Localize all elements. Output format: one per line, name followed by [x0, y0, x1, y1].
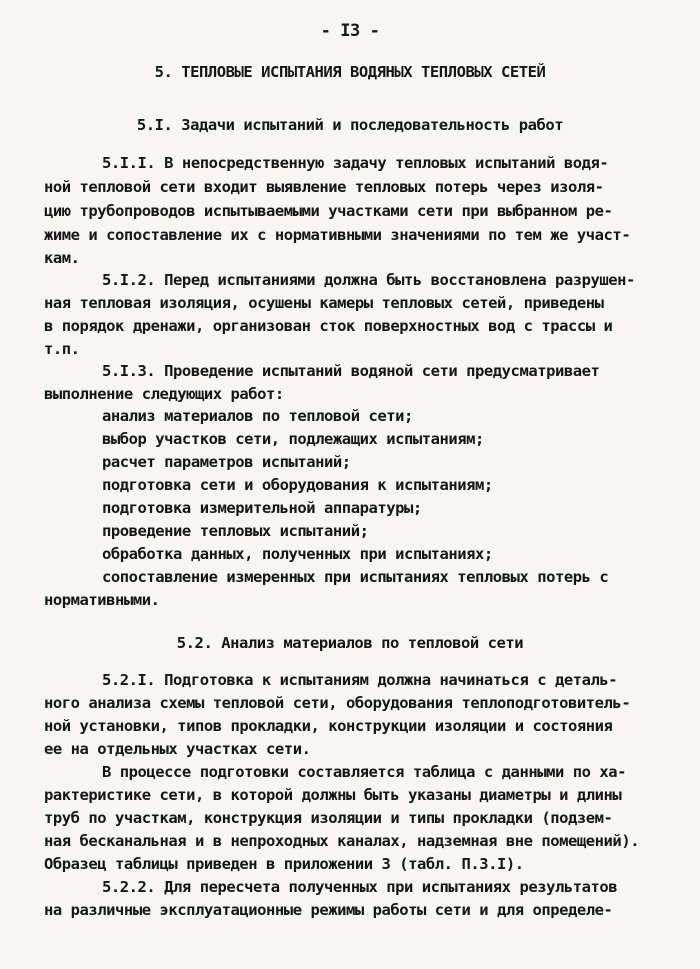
- paragraph-line: Образец таблицы приведен в приложении 3 (табл. П.3.I).: [44, 855, 524, 873]
- paragraph-line: труб по участкам, конструкция изоляции и типы прокладки (подзем-: [44, 809, 613, 827]
- paragraph-line: цию трубопроводов испытываемыми участками сети при выбранном ре-: [44, 202, 613, 220]
- paragraph-line: ее на отдельных участках сети.: [44, 740, 311, 758]
- paragraph-line: выполнение следующих работ:: [44, 385, 284, 403]
- paragraph-line: на различные эксплуатационные режимы работы сети и для определе-: [44, 901, 613, 919]
- list-tail: нормативными.: [44, 591, 160, 609]
- paragraph-line: ная бесканальная и в непроходных каналах, надземная вне помещений).: [44, 832, 640, 850]
- page-number: - I3 -: [320, 21, 380, 41]
- list-item: расчет параметров испытаний;: [102, 453, 351, 471]
- paragraph-line: 5.I.I. В непосредственную задачу тепловых испытаний водя-: [102, 154, 609, 172]
- list-item: сопоставление измеренных при испытаниях тепловых потерь с: [102, 568, 609, 586]
- list-item: проведение тепловых испытаний;: [102, 522, 369, 540]
- paragraph-line: жиме и сопоставление их с нормативными значениями по тем же участ-: [44, 226, 631, 244]
- list-item: обработка данных, полученных при испытаниях;: [102, 545, 493, 563]
- paragraph-line: 5.2.2. Для пересчета полученных при испытаниях результатов: [102, 878, 618, 896]
- list-item: выбор участков сети, подлежащих испытаниям;: [102, 430, 484, 448]
- section-title: 5. ТЕПЛОВЫЕ ИСПЫТАНИЯ ВОДЯНЫХ ТЕПЛОВЫХ СЕТЕЙ: [154, 63, 546, 81]
- paragraph-line: В процессе подготовки составляется таблица с данными по ха-: [102, 763, 627, 781]
- paragraph-line: ного анализа схемы тепловой сети, оборудования теплоподготовитель-: [44, 694, 631, 712]
- paragraph-line: ной установки, типов прокладки, конструкции изоляции и состояния: [44, 717, 613, 735]
- paragraph-line: кам.: [44, 249, 80, 267]
- paragraph-line: рактеристике сети, в которой должны быть указаны диаметры и длины: [44, 786, 622, 804]
- subsection-title-5-2: 5.2. Анализ материалов по тепловой сети: [176, 634, 524, 652]
- paragraph-line: т.п.: [44, 340, 80, 358]
- paragraph-line: 5.I.2. Перед испытаниями должна быть восстановлена разрушен-: [102, 271, 635, 289]
- list-item: подготовка сети и оборудования к испытаниям;: [102, 476, 493, 494]
- list-item: анализ материалов по тепловой сети;: [102, 407, 413, 425]
- paragraph-line: 5.2.I. Подготовка к испытаниям должна начинаться с деталь-: [102, 671, 618, 689]
- paragraph-line: 5.I.3. Проведение испытаний водяной сети предусматривает: [102, 362, 600, 380]
- paragraph-line: в порядок дренажи, организован сток поверхностных вод с трассы и: [44, 317, 613, 335]
- paragraph-line: ная тепловая изоляция, осушены камеры тепловых сетей, приведены: [44, 294, 604, 312]
- paragraph-line: ной тепловой сети входит выявление тепловых потерь через изоля-: [44, 178, 604, 196]
- subsection-title-5-1: 5.I. Задачи испытаний и последовательность работ: [136, 116, 564, 134]
- list-item: подготовка измерительной аппаратуры;: [102, 499, 422, 517]
